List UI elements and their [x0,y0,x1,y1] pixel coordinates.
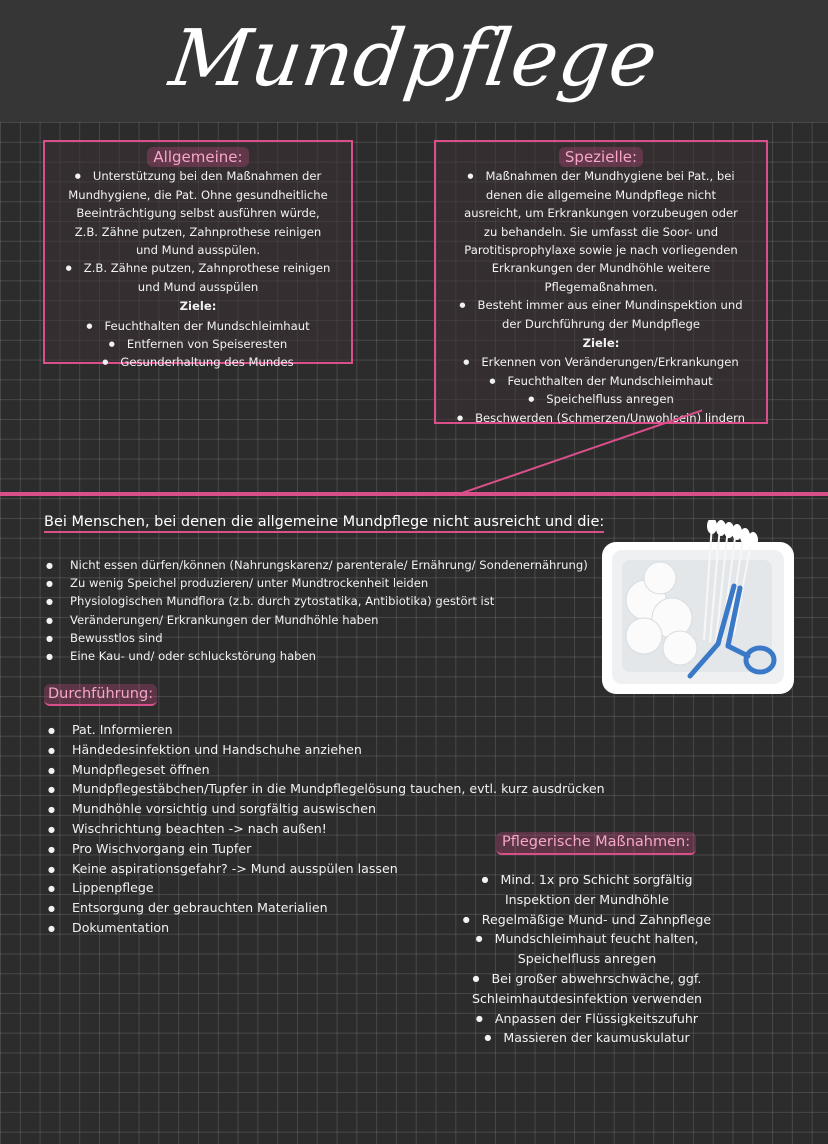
list-item: ● Keine aspirationsgefahr? -> Mund ausspülen lassen [46,859,636,879]
list-item: ● Physiologischen Mundflora (z.b. durch zytostatika, Antibiotika) gestört ist [44,592,604,610]
durchfuehrung-heading [44,684,157,706]
page-title: Mundpflege [164,14,664,104]
list-item: ● Besteht immer aus einer Mundinspektion und der Durchführung der Mundpflege [456,296,746,333]
list-item: ● Regelmäßige Mund- und Zahnpflege [462,910,712,930]
list-item: ● Zu wenig Speichel produzieren/ unter Mundtrockenheit leiden [44,574,604,592]
list-item: ● Speichelfluss anregen [440,390,762,408]
list-item: ● Pat. Informieren [46,720,636,740]
spezielle-box [434,140,768,424]
list-item: ● Mundpflegeset öffnen [46,760,636,780]
list-item: ● Gesunderhaltung des Mundes [55,353,341,371]
list-item: ● Bei großer abwehrschwäche, ggf. Schleimhautdesinfektion verwenden [462,969,712,1009]
list-item: ● Erkennen von Veränderungen/Erkrankungen [440,353,762,371]
list-item: ● Bewusstlos sind [44,629,604,647]
list-item: ● Unterstützung bei den Maßnahmen der Mundhygiene, die Pat. Ohne gesundheitliche Beeinträchtigung selbst ausführen würde, Z.B. Zähne putzen, Zahnprothese reinigen und Mund ausspülen. [63,167,333,259]
indikation-list [44,556,604,665]
swab-ball [644,562,676,594]
list-item: ● Feuchthalten der Mundschleimhaut [55,317,341,335]
list-item: ● Anpassen der Flüssigkeitszufuhr [462,1009,712,1029]
list-item: ● Feuchthalten der Mundschleimhaut [440,372,762,390]
mundpflegeset-image [600,520,798,698]
list-item: ● Veränderungen/ Erkrankungen der Mundhöhle haben [44,611,604,629]
list-item: ● Entfernen von Speiseresten [55,335,341,353]
allgemeine-box [43,140,353,370]
list-item: ● Mundpflegestäbchen/Tupfer in die Mundpflegelösung tauchen, evtl. kurz ausdrücken [46,779,636,799]
list-item: ● Dokumentation [46,918,636,938]
list-item: ● Lippenpflege [46,878,636,898]
list-item: ● Massieren der kaumuskulatur [462,1028,712,1048]
allgemeine-heading: Allgemeine: [147,147,248,167]
list-item: ● Eine Kau- und/ oder schluckstörung haben [44,647,604,665]
massnahmen-heading-text: Pflegerische Maßnahmen: [496,832,696,855]
list-item: ● Händedesinfektion und Handschuhe anziehen [46,740,636,760]
swab-ball [663,631,697,665]
list-item: ● Maßnahmen der Mundhygiene bei Pat., bei denen die allgemeine Mundpflege nicht ausreicht, um Erkrankungen vorzubeugen oder zu behandeln. Sie umfasst die Soor- und Parotitisprophylaxe sowie je nach vorliegenden Erkrankungen der Mundhöhle weitere Pflegemaßnahmen. [456,167,746,296]
durchfuehrung-heading-text: Durchführung: [44,684,157,706]
list-item: ● Z.B. Zähne putzen, Zahnprothese reinigen und Mund ausspülen [63,259,333,296]
indikation-heading-text: Bei Menschen, bei denen die allgemeine Mundpflege nicht ausreicht und die: [44,514,604,533]
section-divider [0,492,828,496]
list-item: ● Mundschleimhaut feucht halten, Speichelfluss anregen [462,929,712,969]
list-item: ● Wischrichtung beachten -> nach außen! [46,819,636,839]
list-item: ● Pro Wischvorgang ein Tupfer [46,839,636,859]
allgemeine-ziele-heading: Ziele: [179,299,217,314]
spezielle-heading: Spezielle: [559,147,643,167]
spezielle-ziele-heading: Ziele: [582,336,620,351]
massnahmen-list [462,870,712,1048]
indikation-heading [44,514,604,530]
massnahmen-heading [496,832,696,855]
list-item: ● Beschwerden (Schmerzen/Unwohlsein) lindern [440,409,762,427]
swab-ball [626,618,662,654]
list-item: ● Mind. 1x pro Schicht sorgfältig Inspektion der Mundhöhle [462,870,712,910]
list-item: ● Entsorgung der gebrauchten Materialien [46,898,636,918]
list-item: ● Nicht essen dürfen/können (Nahrungskarenz/ parenterale/ Ernährung/ Sondenernährung) [44,556,604,574]
list-item: ● Mundhöhle vorsichtig und sorgfältig auswischen [46,799,636,819]
